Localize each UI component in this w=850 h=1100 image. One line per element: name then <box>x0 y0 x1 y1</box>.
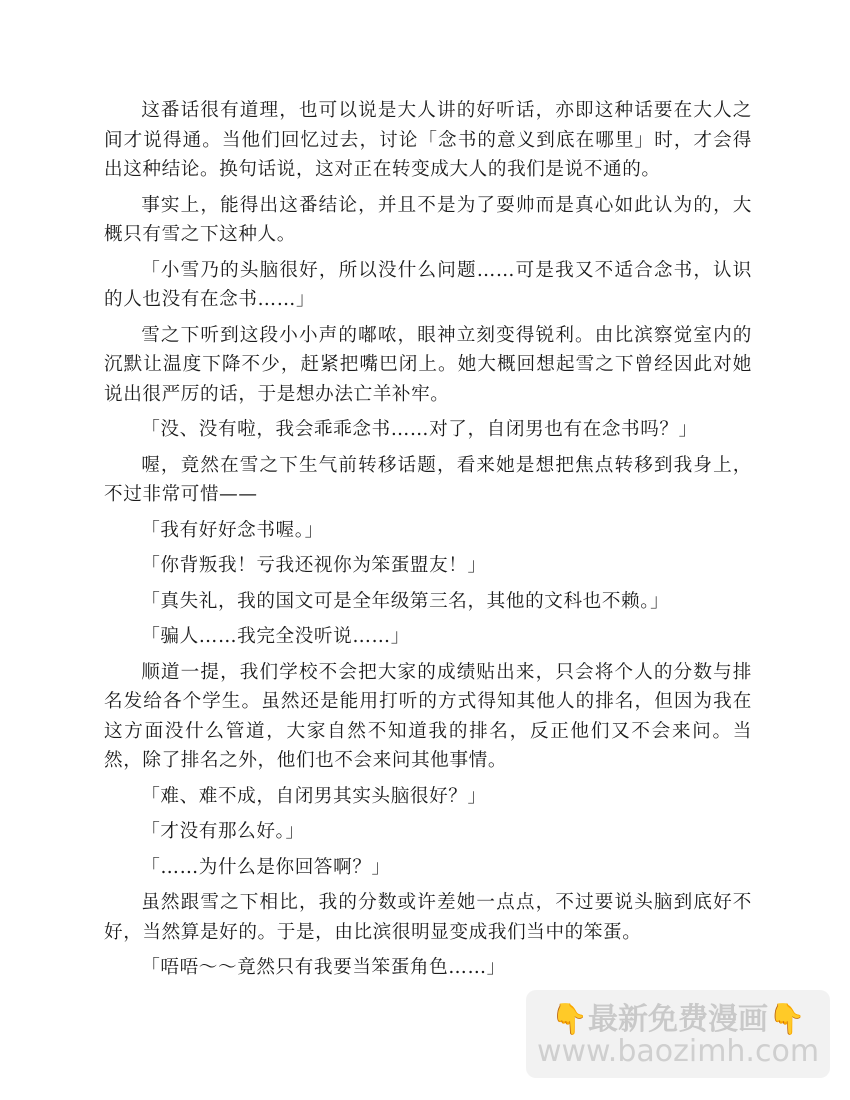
dialogue-line: 「没、没有啦，我会乖乖念书……对了，自闭男也有在念书吗？」 <box>141 419 698 440</box>
dialogue-line: 「……为什么是你回答啊？」 <box>141 856 391 878</box>
pointing-hand-icon: 👇 <box>768 1002 806 1037</box>
paragraph: 虽然跟雪之下相比，我的分数或许差她一点点，不过要说头脑到底好不好，当然算是好的。于是，由比滨很明显变成我们当中的笨蛋。 <box>104 892 752 943</box>
dialogue-line: 「才没有那么好。」 <box>141 821 305 842</box>
text-body <box>104 96 752 989</box>
watermark-title <box>526 994 830 1038</box>
watermark-url: www.baozimh.com <box>536 1034 820 1069</box>
paragraph: 顺道一提，我们学校不会把大家的成绩贴出来，只会将个人的分数与排名发给各个学生。虽然还是能用打听的方式得知其他人的排名，但因为我在这方面没什么管道，大家自然不知道我的排名，反正他们又不会来问。当然，除了排名之外，他们也不会来问其他事情。 <box>104 661 752 771</box>
paragraph: 雪之下听到这段小小声的嘟哝，眼神立刻变得锐利。由比滨察觉室内的沉默让温度下降不少，赶紧把嘴巴闭上。她大概回想起雪之下曾经因此对她说出很严厉的话，于是想办法亡羊补牢。 <box>104 324 752 405</box>
watermark-title-text: 最新免费漫画 <box>588 1002 768 1037</box>
dialogue-line: 「你背叛我！亏我还视你为笨蛋盟友！」 <box>141 555 487 576</box>
dialogue-line: 「我有好好念书喔。」 <box>141 519 324 541</box>
dialogue-line: 「难、难不成，自闭男其实头脑很好？」 <box>141 785 487 807</box>
watermark <box>526 990 830 1078</box>
pointing-hand-icon: 👇 <box>550 1002 588 1037</box>
paragraph: 这番话很有道理，也可以说是大人讲的好听话，亦即这种话要在大人之间才说得通。当他们回忆过去，讨论「念书的意义到底在哪里」时，才会得出这种结论。换句话说，这对正在转变成大人的我们是说不通的。 <box>104 100 752 180</box>
dialogue-line: 「小雪乃的头脑很好，所以没什么问题……可是我又不适合念书，认识的人也没有在念书……」 <box>104 259 752 310</box>
dialogue-line: 「真失礼，我的国文可是全年级第三名，其他的文科也不赖。」 <box>141 590 670 612</box>
paragraph: 事实上，能得出这番结论，并且不是为了耍帅而是真心如此认为的，大概只有雪之下这种人。 <box>104 194 752 245</box>
paragraph: 喔，竟然在雪之下生气前转移话题，看来她是想把焦点转移到我身上，不过非常可惜—— <box>104 454 752 505</box>
dialogue-line: 「骗人……我完全没听说……」 <box>141 626 410 647</box>
dialogue-line: 「唔唔～～竟然只有我要当笨蛋角色……」 <box>141 957 506 978</box>
